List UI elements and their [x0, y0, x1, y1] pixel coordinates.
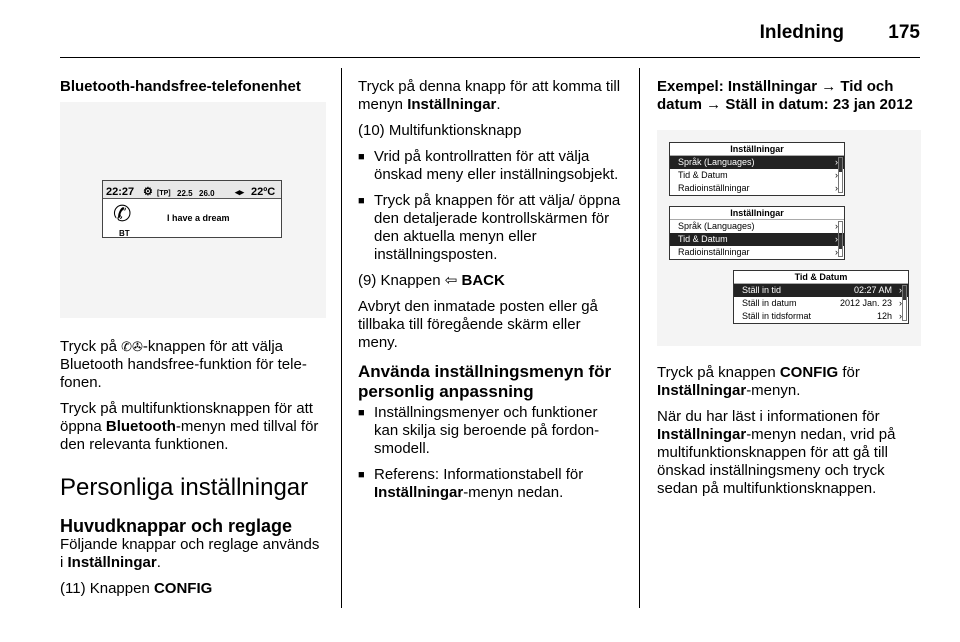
chevron-right-icon: ›: [899, 285, 902, 295]
list-item: ■ Inställningsmenyer och funktioner kan skilja sig beroende på fordonsmodell.: [358, 404, 624, 458]
chevron-right-icon: ›: [835, 247, 838, 257]
chapter-title: Inledning: [759, 22, 844, 43]
song-title: I have a dream: [167, 213, 230, 223]
list-item: ■ Tryck på knappen för att välja/ öppna den detaljerade kontrollskärmen för den aktuella menyn eller inställningsposten.: [358, 192, 624, 264]
menu-row: Ställ in tidsformat 12h ›: [742, 311, 902, 321]
scrollbar: [838, 221, 843, 257]
clock: 22:27: [106, 186, 135, 198]
example-heading: Exempel: Inställningar → Tid och datum → Ställ in datum: 23 jan 2012: [657, 78, 913, 113]
column-divider: [341, 68, 342, 608]
chevron-right-icon: ›: [835, 183, 838, 193]
menu-title: Tid & Datum: [734, 271, 908, 284]
menu-title: Inställningar: [670, 143, 844, 156]
settings-menu-illustration: [657, 130, 921, 346]
column-2: [358, 78, 624, 510]
temp-right: 26.0: [199, 189, 215, 198]
menu-row: Ställ in datum 2012 Jan. 23 ›: [742, 298, 902, 308]
infotainment-screen: [102, 180, 282, 238]
chevron-right-icon: ›: [835, 170, 838, 180]
paragraph: Avbryt den inmatade posten eller gå tillbaka till föregående skärm eller meny.: [358, 298, 598, 351]
column-divider: [639, 68, 640, 608]
status-bar: [103, 181, 281, 199]
menu-row: Radioinställningar ›: [678, 247, 838, 257]
tp-indicator: [TP]: [157, 190, 171, 197]
settings-menu: [669, 206, 845, 260]
bullet-list: [358, 148, 624, 264]
date-time-menu: [733, 270, 909, 324]
paragraph: När du har läst i informationen för Inställningar-menyn nedan, vrid på multifunktionsknappen för att gå till önskad inställningsmeny och tryck sedan på multifunktionsknappen.: [657, 408, 896, 497]
chevron-right-icon: ›: [899, 311, 902, 321]
page-header: [60, 14, 920, 48]
paragraph: Tryck på ✆✇-knappen för att välja Bluetooth handsfree-funktion för telefonen.: [60, 338, 307, 391]
scrollbar: [838, 157, 843, 193]
phone-icon: ✆: [113, 201, 132, 226]
menu-row: Språk (Languages) ›: [678, 221, 838, 231]
paragraph: Följande knappar och reglage används i Inställningar.: [60, 536, 320, 571]
phone-button-icon: ✆✇: [121, 339, 143, 354]
header-rule: [60, 57, 920, 58]
temp-left: 22.5: [177, 189, 193, 198]
section-heading: Bluetooth-handsfree-telefonenhet: [60, 78, 301, 95]
paragraph: (9) Knappen ⇦ BACK: [358, 272, 505, 289]
menu-row: Radioinställningar ›: [678, 183, 838, 193]
column-1: [60, 78, 326, 606]
list-item: ■ Vrid på kontrollratten för att välja önskad meny eller inställningsobjekt.: [358, 148, 624, 184]
bt-label: BT: [119, 229, 130, 238]
paragraph: (11) Knappen CONFIG: [60, 580, 213, 597]
section-title: Personliga inställningar: [60, 474, 309, 501]
bullet-list: [358, 404, 624, 502]
menu-row: Tid & Datum ›: [678, 170, 838, 180]
subsection-title: Använda inställningsmenyn för personlig anpassning: [358, 362, 612, 401]
paragraph: (10) Multifunktionsknapp: [358, 122, 522, 139]
settings-icon: ⚙: [143, 186, 153, 198]
scrollbar: [902, 285, 907, 321]
chevron-right-icon: ›: [835, 221, 838, 231]
display-illustration: [60, 102, 326, 318]
paragraph: Tryck på multifunktionsknappen för att öppna Bluetooth-menyn med tillval för den relevanta funktionen.: [60, 400, 319, 453]
chevron-right-icon: ›: [835, 157, 838, 167]
settings-menu: [669, 142, 845, 196]
subsection-title: Huvudknappar och reglage: [60, 516, 293, 536]
menu-row: Tid & Datum ›: [670, 233, 844, 246]
volume-icon: ◂▸: [235, 187, 245, 197]
chevron-right-icon: ›: [835, 234, 838, 244]
chevron-right-icon: ›: [899, 298, 902, 308]
outside-temperature: 22ºC: [251, 186, 276, 198]
page-number: 175: [888, 22, 920, 43]
menu-title: Inställningar: [670, 207, 844, 220]
menu-row: Språk (Languages) ›: [670, 156, 844, 169]
menu-row: Ställ in tid 02:27 AM ›: [734, 284, 908, 297]
column-3: [657, 78, 921, 506]
paragraph: Tryck på denna knapp för att komma till menyn Inställningar.: [358, 78, 621, 113]
paragraph: Tryck på knappen CONFIG för Inställningar-menyn.: [657, 364, 860, 399]
back-icon: ⇦: [444, 272, 462, 289]
list-item: ■ Referens: Informationstabell för Inställningar-menyn nedan.: [358, 466, 624, 502]
